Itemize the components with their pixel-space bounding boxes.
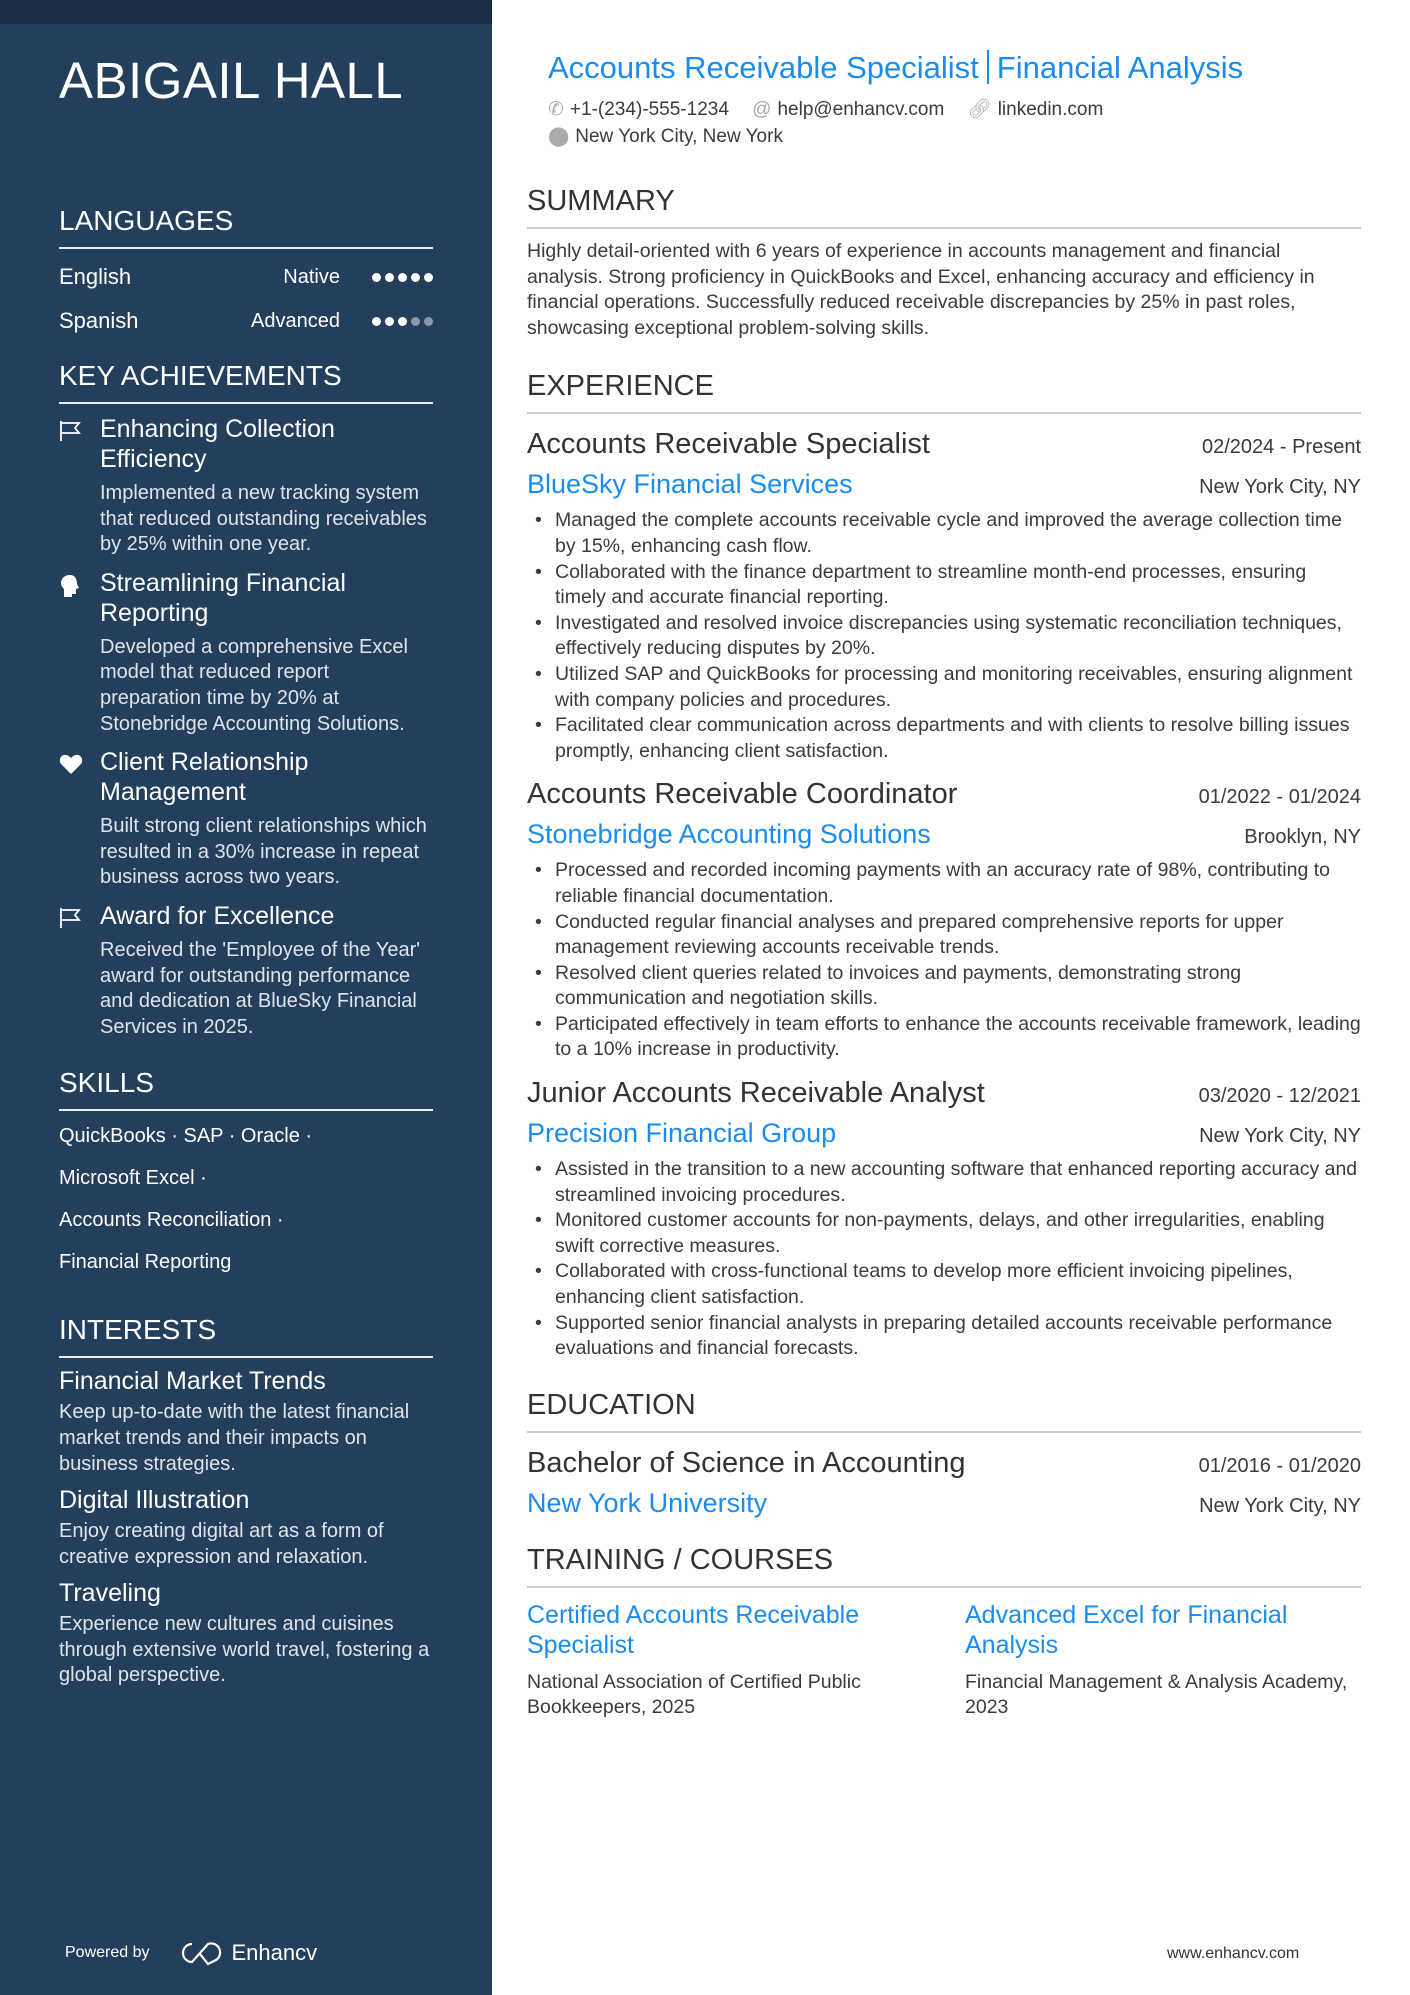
heart-icon — [59, 747, 100, 891]
interests-list — [59, 1366, 433, 1689]
location — [548, 126, 783, 147]
headline — [548, 48, 1361, 88]
job-bullet: • Processed and recorded incoming payments with an accuracy rate of 98%, contributing to reliable financial documentation. — [527, 858, 1361, 909]
job-bullets — [527, 1157, 1361, 1362]
job-location: New York City, NY — [1199, 476, 1361, 499]
interest-title: Digital Illustration — [59, 1486, 250, 1515]
education-dates: 01/2016 - 01/2020 — [1198, 1454, 1361, 1477]
skill-item: Microsoft Excel · — [59, 1167, 207, 1190]
language-name: Spanish — [59, 308, 139, 333]
course-item — [527, 1600, 923, 1721]
training-heading: TRAINING / COURSES — [527, 1543, 1361, 1588]
achievement-body — [100, 747, 433, 891]
location-pin-icon: ⬤ — [548, 126, 570, 147]
achievement-item — [59, 747, 433, 891]
job-bullet: • Participated effectively in team efforts to enhance the accounts receivable framework, leading to a 10% increase in productivity. — [527, 1012, 1361, 1063]
proficiency-dot — [424, 273, 433, 282]
link-text: linkedin.com — [997, 99, 1104, 120]
course-title: Advanced Excel for Financial Analysis — [965, 1600, 1288, 1659]
job-bullet: • Conducted regular financial analyses and prepared comprehensive reports for upper management reviewing accounts receivable trends. — [527, 910, 1361, 961]
skill-item: QuickBooks · SAP · Oracle · — [59, 1125, 313, 1148]
enhancv-brand: Enhancv — [231, 1940, 318, 1965]
education-entry — [527, 1443, 1361, 1523]
headline-divider — [987, 50, 989, 84]
candidate-name: ABIGAIL HALL — [59, 52, 404, 109]
languages-heading: LANGUAGES — [59, 204, 433, 249]
skills-list — [59, 1115, 433, 1283]
powered-by — [65, 1940, 317, 1966]
company-name: BlueSky Financial Services — [527, 469, 853, 500]
education-heading: EDUCATION — [527, 1388, 1361, 1433]
contact-info — [548, 96, 1361, 150]
language-item — [59, 299, 433, 343]
achievement-description: Built strong client relationships which resulted in a 30% increase in repeat business across two years. — [100, 815, 427, 889]
enhancv-logo-icon — [178, 1940, 224, 1966]
job-location: Brooklyn, NY — [1244, 826, 1361, 849]
powered-by-label: Powered by — [65, 1944, 150, 1961]
experience-heading: EXPERIENCE — [527, 369, 1361, 414]
achievement-body — [100, 901, 433, 1040]
achievement-item — [59, 568, 433, 737]
job-bullet: • Resolved client queries related to invoices and payments, demonstrating strong communication and negotiation skills. — [527, 961, 1361, 1012]
phone-icon: ✆ — [548, 99, 564, 120]
company-name: Precision Financial Group — [527, 1118, 837, 1149]
email-text: help@enhancv.com — [777, 99, 945, 120]
language-level: Advanced — [251, 309, 340, 332]
interest-description: Experience new cultures and cuisines through extensive world travel, fostering a global perspective. — [59, 1613, 430, 1687]
achievement-title: Streamlining Financial Reporting — [100, 568, 346, 627]
job-bullet: • Facilitated clear communication across departments and with clients to resolve billing issues promptly, enhancing client satisfaction. — [527, 713, 1361, 764]
job-bullets — [527, 858, 1361, 1063]
achievement-item — [59, 414, 433, 558]
achievements-list — [59, 414, 433, 1040]
job-dates: 03/2020 - 12/2021 — [1198, 1085, 1361, 1108]
link[interactable] — [968, 99, 1104, 120]
interest-title: Financial Market Trends — [59, 1367, 326, 1396]
job-bullet: • Managed the complete accounts receivable cycle and improved the average collection time by 15%, enhancing cash flow. — [527, 508, 1361, 559]
skills-heading: SKILLS — [59, 1066, 433, 1111]
job-bullet: • Utilized SAP and QuickBooks for processing and monitoring receivables, ensuring alignment with company policies and procedures. — [527, 662, 1361, 713]
job-title: Accounts Receivable Specialist — [527, 428, 930, 461]
location-text: New York City, New York — [575, 126, 783, 147]
main-content — [527, 0, 1361, 1721]
language-name: English — [59, 264, 132, 289]
job-location: New York City, NY — [1199, 1125, 1361, 1148]
proficiency-dot — [411, 317, 420, 326]
proficiency-dot — [372, 273, 381, 282]
job-company-row — [527, 1113, 1361, 1153]
job-company-row — [527, 464, 1361, 504]
training-list — [527, 1600, 1361, 1721]
achievements-heading: KEY ACHIEVEMENTS — [59, 359, 433, 404]
language-proficiency-dots — [372, 317, 433, 326]
languages-list — [59, 255, 433, 343]
at-icon: @ — [752, 99, 772, 120]
achievement-description: Implemented a new tracking system that reduced outstanding receivables by 25% within one year. — [100, 482, 427, 556]
link-icon: 🔗︎ — [967, 99, 992, 120]
achievement-title: Enhancing Collection Efficiency — [100, 415, 335, 473]
experience-entry — [527, 774, 1361, 1063]
achievement-description: Developed a comprehensive Excel model that reduced report preparation time by 20% at Stonebridge Accounting Solutions. — [100, 635, 408, 735]
proficiency-dot — [398, 317, 407, 326]
school: New York University — [527, 1487, 768, 1518]
interest-description: Keep up-to-date with the latest financial market trends and their impacts on business strategies. — [59, 1401, 410, 1475]
enhancv-logo[interactable] — [178, 1940, 318, 1966]
brain-head-icon — [59, 568, 100, 737]
language-level: Native — [283, 265, 340, 288]
job-header — [527, 424, 1361, 464]
job-header — [527, 1073, 1361, 1113]
flag-icon — [59, 901, 100, 1040]
phone[interactable] — [548, 99, 729, 120]
job-title: Junior Accounts Receivable Analyst — [527, 1077, 985, 1110]
skill-item: Financial Reporting — [59, 1251, 232, 1274]
interest-title: Traveling — [59, 1579, 161, 1608]
skill-item: Accounts Reconciliation · — [59, 1209, 284, 1232]
job-bullet: • Collaborated with the finance department to streamline month-end processes, ensuring timely and accurate financial reporting. — [527, 560, 1361, 611]
proficiency-dot — [424, 317, 433, 326]
sidebar-top-strip — [0, 0, 492, 24]
achievement-body — [100, 568, 433, 737]
job-bullet: • Assisted in the transition to a new accounting software that enhanced reporting accuracy and streamlined invoicing procedures. — [527, 1157, 1361, 1208]
summary-text: Highly detail-oriented with 6 years of experience in accounts management and financial analysis. Strong proficiency in QuickBooks and Excel, enhancing accuracy and efficiency in financial operations. Successfully reduced receivable discrepancies by 25% in past roles, showcasing exceptional problem-solving skills. — [527, 240, 1315, 339]
experience-entry — [527, 424, 1361, 764]
proficiency-dot — [398, 273, 407, 282]
course-provider: Financial Management & Analysis Academy, 2023 — [965, 1670, 1348, 1719]
education-location: New York City, NY — [1199, 1494, 1361, 1517]
experience-entry — [527, 1073, 1361, 1362]
job-header — [527, 774, 1361, 814]
course-item — [965, 1600, 1361, 1721]
job-bullets — [527, 508, 1361, 764]
achievement-body — [100, 414, 433, 558]
job-dates: 01/2022 - 01/2024 — [1198, 786, 1361, 809]
proficiency-dot — [372, 317, 381, 326]
interest-description: Enjoy creating digital art as a form of creative expression and relaxation. — [59, 1520, 384, 1568]
phone-text: +1-(234)-555-1234 — [569, 99, 729, 120]
flag-icon — [59, 414, 100, 558]
job-bullet: • Investigated and resolved invoice discrepancies using systematic reconciliation techniques, effectively reducing disputes by 20%. — [527, 611, 1361, 662]
course-provider: National Association of Certified Public Bookkeepers, 2025 — [527, 1670, 861, 1719]
headline-focus: Financial Analysis — [996, 50, 1244, 85]
experience-list — [527, 424, 1361, 1361]
job-bullet: • Supported senior financial analysts in preparing detailed accounts receivable performance evaluations and financial forecasts. — [527, 1311, 1361, 1362]
summary-heading: SUMMARY — [527, 184, 1361, 229]
proficiency-dot — [385, 317, 394, 326]
interests-heading: INTERESTS — [59, 1313, 433, 1358]
language-item — [59, 255, 433, 299]
headline-role: Accounts Receivable Specialist — [548, 50, 979, 85]
job-bullet: • Collaborated with cross-functional teams to develop more efficient invoicing pipelines, enhancing client satisfaction. — [527, 1259, 1361, 1310]
job-dates: 02/2024 - Present — [1202, 436, 1361, 459]
proficiency-dot — [411, 273, 420, 282]
achievement-item — [59, 901, 433, 1040]
website-link[interactable]: www.enhancv.com — [1167, 1945, 1300, 1962]
degree: Bachelor of Science in Accounting — [527, 1446, 966, 1479]
job-title: Accounts Receivable Coordinator — [527, 778, 958, 811]
email[interactable] — [752, 99, 944, 120]
sidebar — [0, 0, 492, 1995]
achievement-title: Award for Excellence — [100, 901, 335, 930]
job-bullet: • Monitored customer accounts for non-payments, delays, and other irregularities, enabling swift corrective measures. — [527, 1208, 1361, 1259]
job-company-row — [527, 814, 1361, 854]
course-title: Certified Accounts Receivable Specialist — [527, 1600, 860, 1659]
achievement-title: Client Relationship Management — [100, 748, 309, 807]
language-proficiency-dots — [372, 273, 433, 282]
company-name: Stonebridge Accounting Solutions — [527, 819, 931, 850]
achievement-description: Received the 'Employee of the Year' award for outstanding performance and dedication at BlueSky Financial Services in 2025. — [100, 938, 421, 1038]
proficiency-dot — [385, 273, 394, 282]
